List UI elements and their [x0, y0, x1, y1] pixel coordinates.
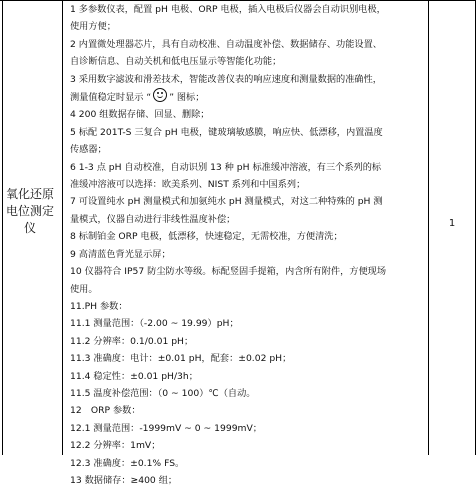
- spec-line: 使用。: [70, 283, 98, 295]
- spec-line: 12.2 分辨率：1mV；: [70, 440, 161, 452]
- spec-text: ” 图标；: [169, 92, 205, 104]
- item-name-cell: [4, 186, 56, 237]
- specification-cell: [70, 1, 423, 489]
- spec-line: 1 多参数仪表，配置 pH 电极、ORP 电极，插入电极后仪器会自动识别电极，: [70, 4, 386, 15]
- spec-line: 13 数据储存：≥400 组；: [70, 474, 178, 486]
- spec-line: 8 标制铂金 ORP 电极，低漂移，快速稳定，无需校准，方便清洗；: [70, 231, 343, 243]
- spec-line: 11.3 准确度：电计：±0.01 pH，配套：±0.02 pH；: [70, 353, 292, 365]
- spec-line: 11.4 稳定性：±0.01 pH/3h；: [70, 370, 198, 382]
- spec-line: 4 200 组数据存储、回显、删除；: [70, 109, 210, 121]
- spec-line: 11.5 温度补偿范围：（0 ~ 100）℃（自动。: [70, 387, 256, 399]
- spec-line: [70, 88, 423, 106]
- item-name-line: 氧化还原: [5, 187, 54, 201]
- spec-line: 2 内置微处理器芯片，具有自动校准、自动温度补偿、数据储存、功能设置、: [70, 38, 382, 50]
- column-divider-2: [428, 0, 429, 455]
- spec-line: 11.PH 参数：: [70, 300, 128, 312]
- spec-line: 9 高清蓝色背光显示屏；: [70, 248, 171, 260]
- item-name-line: 仪: [23, 221, 36, 235]
- spec-line: 传感器；: [70, 144, 107, 156]
- spec-line: 10 仪器符合 IP57 防尘防水等级。标配竖固手提箱，内含所有附件，方便现场: [70, 266, 387, 278]
- spec-line: 11.1 测量范围：（-2.00 ~ 19.99）pH；: [70, 318, 239, 330]
- spec-line: 7 可设置纯水 pH 测量模式和加氨纯水 pH 测量模式，对这二种特殊的 pH 测: [70, 196, 383, 208]
- spec-line: 使用方便；: [70, 21, 116, 33]
- spec-line: 准缓冲溶液可以选择：欧美系列、NIST 系列和中国系列；: [70, 179, 306, 191]
- spec-line: 量模式，仪器自动进行非线性温度补偿；: [70, 213, 236, 225]
- spec-line: 6 1-3 点 pH 自动校准，自动识别 13 种 pH 标准缓冲溶液，有三个系列的标: [70, 161, 382, 173]
- item-name-line: 电位测定: [5, 204, 54, 218]
- table-border-left: [2, 0, 3, 455]
- spec-line: 5 标配 201T-S 三复合 pH 电极，键玻璃敏感膜，响应快、低漂移，内置温度: [70, 126, 383, 138]
- quantity-cell: 1: [448, 218, 456, 229]
- column-divider-1: [62, 0, 63, 455]
- spec-line: 3 采用数字滤波和滑差技术，智能改善仪表的响应速度和测量数据的准确性，: [70, 73, 382, 85]
- spec-line: 12 ORP 参数：: [70, 405, 141, 417]
- spec-line: 自诊断信息、自动关机和低电压显示等智能化功能；: [70, 56, 282, 68]
- spec-line: 11.2 分辨率：0.1/0.01 pH；: [70, 335, 194, 347]
- spec-line: 12.3 准确度：±0.1% FS。: [70, 457, 185, 469]
- spec-line: 12.1 测量范围：-1999mV ~ 0 ~ 1999mV；: [70, 422, 262, 434]
- smiley-icon: [153, 88, 167, 102]
- spec-text: 测量值稳定时显示 “: [70, 92, 152, 104]
